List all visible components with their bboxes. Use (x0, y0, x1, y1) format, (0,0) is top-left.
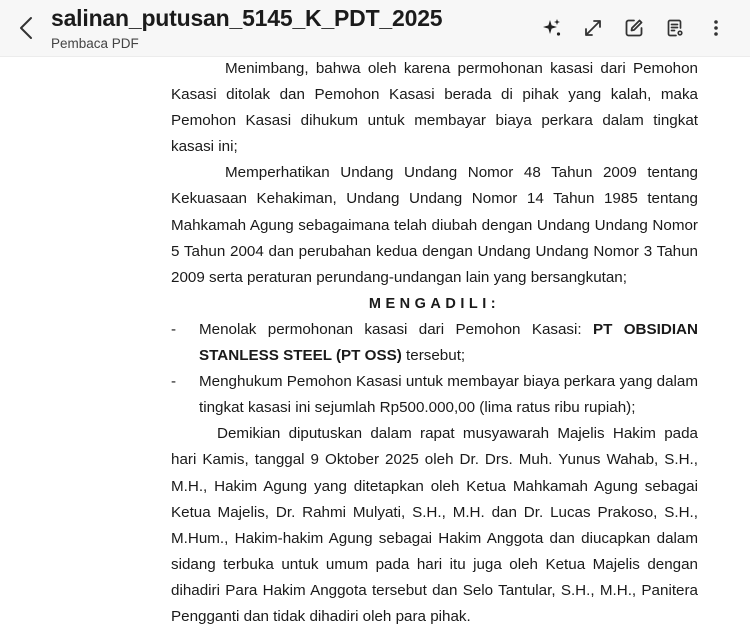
ai-assist-button[interactable] (538, 14, 566, 42)
list-dash: - (171, 320, 177, 338)
more-options-button[interactable] (702, 14, 730, 42)
edit-icon (624, 18, 644, 38)
party-name: PT OBSIDIAN STANLESS STEEL (PT OSS) (199, 320, 698, 365)
expand-icon (583, 18, 603, 38)
verdict-item-1 (171, 317, 698, 369)
document-title: salinan_putusan_5145_K_PDT_2025 (51, 5, 443, 31)
expand-button[interactable] (579, 14, 607, 42)
verdict-item-1-text: Menolak permohonan kasasi dari Pemohon Kasasi: (199, 320, 593, 338)
more-vertical-icon (713, 18, 719, 38)
chevron-left-icon (19, 16, 33, 40)
document-settings-icon (665, 18, 685, 38)
edit-button[interactable] (620, 14, 648, 42)
verdict-item-1-tail: tersebut; (401, 347, 466, 365)
pdf-page-content (171, 56, 698, 630)
app-subtitle: Pembaca PDF (51, 36, 139, 51)
list-dash: - (171, 373, 177, 391)
section-heading-mengadili: MENGADILI: (368, 295, 501, 312)
verdict-item-2-text: Menghukum Pemohon Kasasi untuk membayar biaya perkara yang dalam tingkat kasasi ini sejumlah Rp500.000,00 (lima ratus ribu rupiah); (199, 373, 698, 417)
paragraph-demikian: Demikian diputuskan dalam rapat musyawarah Majelis Hakim pada hari Kamis, tanggal 9 Oktober 2025 oleh Dr. Drs. Muh. Yunus Wahab, S.H., M.H., Hakim Agung yang ditetapkan oleh Ketua Mahkamah Agung sebagai Ketua Majelis, Dr. Rahmi Mulyati, S.H., M.H. dan Dr. Lucas Prakoso, S.H., M.Hum., Hakim-hakim Agung sebagai Hakim Anggota dan diucapkan dalam sidang terbuka untuk umum pada hari itu juga oleh Ketua Majelis dengan dihadiri Para Hakim Anggota tersebut dan Selo Tantular, S.H., M.H., Panitera Pengganti dan tidak dihadiri oleh para pihak. (171, 425, 698, 625)
paragraph-menimbang: Menimbang, bahwa oleh karena permohonan kasasi dari Pemohon Kasasi ditolak dan Pemohon Kasasi berada di pihak yang kalah, maka Pemohon Kasasi dihukum untuk membayar biaya perkara dalam tingkat kasasi ini; (171, 60, 698, 156)
document-settings-button[interactable] (661, 14, 689, 42)
paragraph-memperhatikan: Memperhatikan Undang Undang Nomor 48 Tahun 2009 tentang Kekuasaan Kehakiman, Undang Undang Nomor 14 Tahun 1985 tentang Mahkamah Agung sebagaimana telah diubah dengan Undang Undang Nomor 5 Tahun 2004 dan perubahan kedua dengan Undang Undang Nomor 3 Tahun 2009 serta peraturan perundang-undangan lain yang bersangkutan; (171, 164, 698, 286)
toolbar (525, 14, 730, 42)
verdict-item-2 (171, 369, 698, 421)
ai-sparkle-icon (541, 17, 563, 39)
back-button[interactable] (14, 14, 38, 42)
app-header (0, 0, 750, 57)
